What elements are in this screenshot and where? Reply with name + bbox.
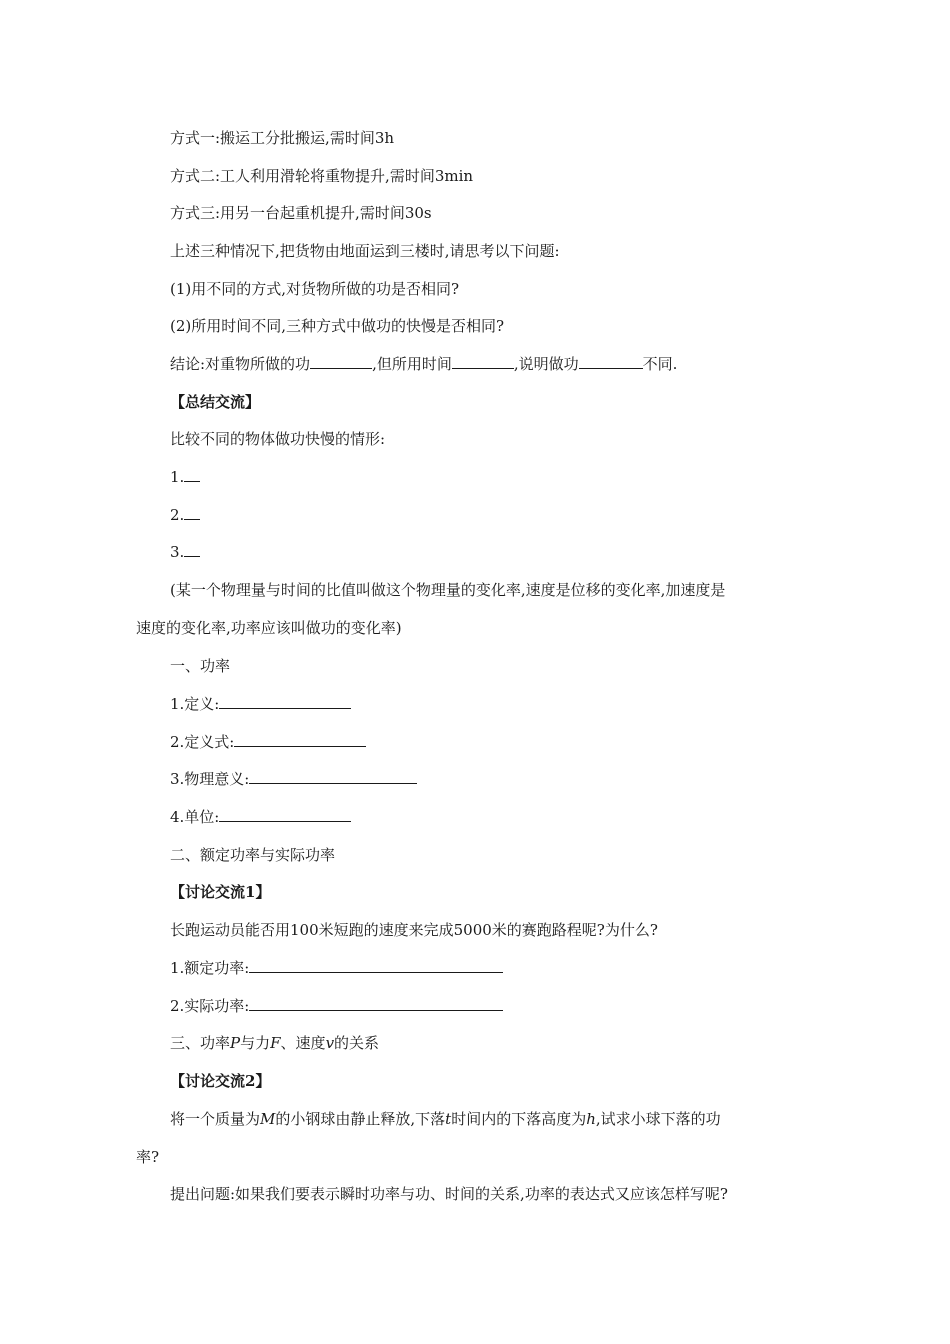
conclusion-line [170,354,677,374]
discussion-1-text: 长跑运动员能否用100米短跑的速度来完成5000米的赛跑路程呢?为什么? [170,921,658,939]
item-number: 3. [170,543,185,561]
discussion-2-heading: 【讨论交流2】 [170,1072,271,1090]
meaning-blank[interactable] [249,769,417,784]
conclusion-blank-1[interactable] [310,354,372,369]
item-number: 2. [170,506,185,524]
method-one-line: 方式一:搬运工分批搬运,需时间3h [170,129,395,147]
conclusion-text-4: 不同. [642,355,678,373]
discussion-2-line-2: 率? [136,1148,160,1166]
symbol-h: h [586,1110,596,1128]
actual-power-line [170,996,503,1016]
conclusion-blank-3[interactable] [579,354,643,369]
summary-item-1 [170,467,200,487]
formula-label: 2.定义式: [170,733,235,751]
disc2-text-4: ,试求小球下落的功 [595,1110,721,1128]
meaning-line [170,769,417,789]
intro-question-line: 上述三种情况下,把货物由地面运到三楼时,请思考以下问题: [170,242,560,260]
unit-blank[interactable] [219,807,351,822]
definition-blank[interactable] [219,694,351,709]
actual-power-blank[interactable] [249,996,503,1011]
note-line-1: (某一个物理量与时间的比值叫做这个物理量的变化率,速度是位移的变化率,加速度是 [170,581,726,599]
summary-item-3 [170,542,200,562]
section3-text-1: 三、功率 [170,1034,231,1052]
summary-heading: 【总结交流】 [170,393,261,411]
section3-text-3: 、速度 [280,1034,326,1052]
rated-power-label: 1.额定功率: [170,959,250,977]
summary-blank-3[interactable] [184,542,200,557]
conclusion-text-2: ,但所用时间 [372,355,452,373]
definition-line [170,694,351,714]
question-prompt: 提出问题:如果我们要表示瞬时功率与功、时间的关系,功率的表达式又应该怎样写呢? [170,1185,728,1203]
method-two-line: 方式二:工人利用滑轮将重物提升,需时间3min [170,167,474,185]
disc2-text-3: 时间内的下落高度为 [451,1110,587,1128]
conclusion-text-3: ,说明做功 [513,355,579,373]
formula-line [170,732,366,752]
summary-text: 比较不同的物体做功快慢的情形: [170,430,386,448]
conclusion-text-1: 结论:对重物所做的功 [170,355,311,373]
summary-blank-1[interactable] [184,467,200,482]
symbol-v: v [325,1034,335,1052]
discussion-1-heading: 【讨论交流1】 [170,883,271,901]
note-line-2: 速度的变化率,功率应该叫做功的变化率) [136,619,402,637]
unit-line [170,807,351,827]
rated-power-line [170,958,503,978]
symbol-M: M [260,1110,276,1128]
section3-text-2: 与力 [240,1034,271,1052]
item-number: 1. [170,468,185,486]
formula-blank[interactable] [234,732,366,747]
section3-text-4: 的关系 [334,1034,380,1052]
meaning-label: 3.物理意义: [170,770,250,788]
disc2-text-1: 将一个质量为 [170,1110,261,1128]
summary-blank-2[interactable] [184,505,200,520]
section-relation-heading [170,1033,379,1053]
question-1: (1)用不同的方式,对货物所做的功是否相同? [170,280,460,298]
disc2-text-2: 的小钢球由静止释放,下落 [275,1110,446,1128]
section-rated-power-heading: 二、额定功率与实际功率 [170,846,336,864]
section-power-heading: 一、功率 [170,657,231,675]
actual-power-label: 2.实际功率: [170,997,250,1015]
discussion-2-line-1 [170,1109,721,1129]
summary-item-2 [170,505,200,525]
symbol-P: P [230,1034,241,1052]
question-2: (2)所用时间不同,三种方式中做功的快慢是否相同? [170,317,505,335]
symbol-F: F [270,1034,281,1052]
unit-label: 4.单位: [170,808,220,826]
method-three-line: 方式三:用另一台起重机提升,需时间30s [170,204,432,222]
conclusion-blank-2[interactable] [452,354,514,369]
definition-label: 1.定义: [170,695,220,713]
rated-power-blank[interactable] [249,958,503,973]
symbol-t: t [445,1110,452,1128]
